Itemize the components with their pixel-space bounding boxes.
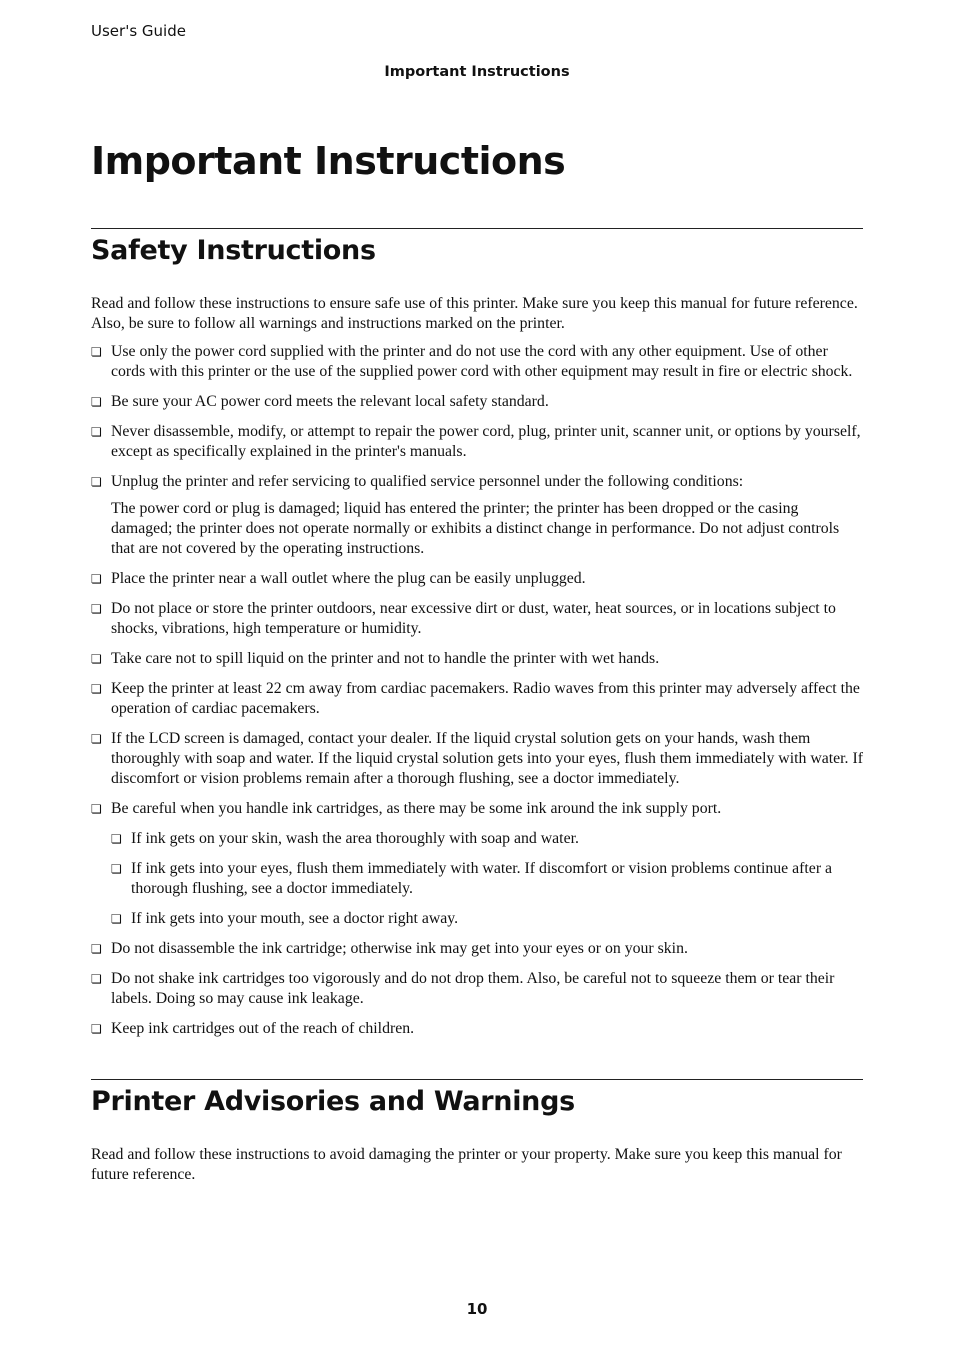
checkbox-bullet-icon: ❏: [91, 682, 102, 696]
list-item-text: Place the printer near a wall outlet where the plug can be easily unplugged.: [111, 570, 586, 587]
page-content: [91, 136, 863, 1193]
page-number: 10: [466, 1300, 488, 1318]
sub-list-item-text: If ink gets into your mouth, see a doctor right away.: [131, 910, 459, 927]
sub-list-item-text: If ink gets on your skin, wash the area thoroughly with soap and water.: [131, 830, 579, 847]
list-item: [91, 729, 863, 789]
checkbox-bullet-icon: ❏: [111, 832, 122, 846]
list-item-text: Keep the printer at least 22 cm away from cardiac pacemakers. Radio waves from this printer may adversely affect the operation of cardiac pacemakers.: [111, 680, 860, 717]
checkbox-bullet-icon: ❏: [91, 732, 102, 746]
page-title: Important Instructions: [91, 139, 566, 183]
sub-list-item: [111, 859, 863, 899]
checkbox-bullet-icon: ❏: [91, 942, 102, 956]
list-item: [91, 599, 863, 639]
list-item-text: Never disassemble, modify, or attempt to repair the power cord, plug, printer unit, scanner unit, or options by yourself, except as specifically explained in the printer's manuals.: [111, 423, 861, 460]
list-item-text: If the LCD screen is damaged, contact your dealer. If the liquid crystal solution gets on your hands, wash them thoroughly with soap and water. If the liquid crystal solution gets into your eyes, flush them immediately with water. If discomfort or vision problems remain after a thorough flushing, see a doctor immediately.: [111, 730, 863, 787]
safety-heading: Safety Instructions: [91, 235, 376, 266]
list-item-text: Be sure your AC power cord meets the relevant local safety standard.: [111, 393, 549, 410]
list-item-text: Do not disassemble the ink cartridge; otherwise ink may get into your eyes or on your skin.: [111, 940, 688, 957]
checkbox-bullet-icon: ❏: [91, 1022, 102, 1036]
checkbox-bullet-icon: ❏: [91, 345, 102, 359]
list-item: [91, 392, 863, 412]
list-item: [91, 1019, 863, 1039]
checkbox-bullet-icon: ❏: [91, 395, 102, 409]
ink-sublist: [111, 829, 863, 929]
list-item-text: Do not shake ink cartridges too vigorously and do not drop them. Also, be careful not to squeeze them or tear their labels. Doing so may cause ink leakage.: [111, 970, 835, 1007]
list-item-text: Do not place or store the printer outdoors, near excessive dirt or dust, water, heat sources, or in locations subject to shocks, vibrations, high temperature or humidity.: [111, 600, 836, 637]
safety-list: [91, 342, 863, 1039]
checkbox-bullet-icon: ❏: [111, 862, 122, 876]
list-item: [91, 679, 863, 719]
sub-list-item-text: If ink gets into your eyes, flush them immediately with water. If discomfort or vision problems continue after a thorough flushing, see a doctor immediately.: [131, 860, 833, 897]
checkbox-bullet-icon: ❏: [91, 802, 102, 816]
safety-intro: Read and follow these instructions to ensure safe use of this printer. Make sure you keep this manual for future reference. Also, be sure to follow all warnings and instructions marked on the printer.: [91, 295, 858, 332]
checkbox-bullet-icon: ❏: [91, 602, 102, 616]
list-item: [91, 342, 863, 382]
advisories-intro: Read and follow these instructions to avoid damaging the printer or your property. Make sure you keep this manual for future reference.: [91, 1146, 842, 1183]
list-item: [91, 969, 863, 1009]
list-item: [91, 649, 863, 669]
list-item-text: Keep ink cartridges out of the reach of children.: [111, 1020, 415, 1037]
list-item-text: Take care not to spill liquid on the printer and not to handle the printer with wet hands.: [111, 650, 660, 667]
list-item-text: Use only the power cord supplied with the printer and do not use the cord with any other equipment. Use of other cords with this printer or the use of the supplied power cord with other equipment may result in fire or electric shock.: [111, 343, 853, 380]
list-item: [91, 939, 863, 959]
sub-list-item: [111, 909, 863, 929]
list-item-text: Be careful when you handle ink cartridges, as there may be some ink around the ink supply port.: [111, 800, 722, 817]
list-item-text: Unplug the printer and refer servicing to qualified service personnel under the following conditions:: [111, 473, 744, 490]
list-item: [91, 569, 863, 589]
list-item: [91, 422, 863, 462]
list-item: [91, 472, 863, 559]
list-item: [91, 799, 863, 929]
section-divider: [91, 228, 863, 229]
sub-list-item: [111, 829, 863, 849]
checkbox-bullet-icon: ❏: [111, 912, 122, 926]
section-header: Important Instructions: [384, 64, 570, 80]
conditions-note: The power cord or plug is damaged; liquid has entered the printer; the printer has been dropped or the casing damaged; the printer does not operate normally or exhibits a distinct change in performance. Do not adjust controls that are not covered by the operating instructions.: [111, 500, 840, 557]
running-title: User's Guide: [91, 22, 186, 40]
section-spacer: [91, 1049, 863, 1079]
checkbox-bullet-icon: ❏: [91, 972, 102, 986]
advisories-heading: Printer Advisories and Warnings: [91, 1086, 575, 1117]
checkbox-bullet-icon: ❏: [91, 652, 102, 666]
section-divider: [91, 1079, 863, 1080]
checkbox-bullet-icon: ❏: [91, 425, 102, 439]
checkbox-bullet-icon: ❏: [91, 475, 102, 489]
checkbox-bullet-icon: ❏: [91, 572, 102, 586]
